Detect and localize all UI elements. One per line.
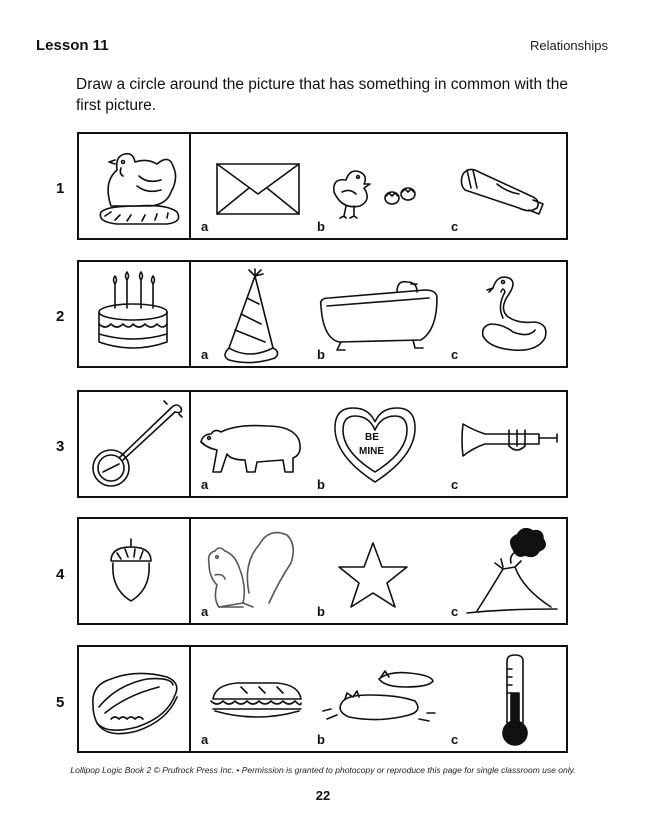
polar-bear-icon[interactable] bbox=[197, 418, 307, 478]
option-letter: b bbox=[317, 347, 325, 362]
option-letter: b bbox=[317, 732, 325, 747]
heart-text-line2: MINE bbox=[359, 446, 384, 457]
birthday-cake-icon[interactable] bbox=[91, 272, 181, 358]
bathtub-icon[interactable] bbox=[317, 276, 443, 356]
trumpet-icon[interactable] bbox=[459, 418, 569, 464]
option-letter: c bbox=[451, 219, 459, 234]
option-letter: a bbox=[201, 477, 209, 492]
star-icon[interactable] bbox=[335, 539, 411, 613]
question-row-1 bbox=[77, 132, 568, 240]
hen-on-nest-icon[interactable] bbox=[87, 142, 183, 232]
option-letter: a bbox=[201, 219, 209, 234]
row-number-4: 4 bbox=[56, 566, 65, 583]
option-letter: b bbox=[317, 219, 325, 234]
row-number-1: 1 bbox=[56, 180, 65, 197]
lesson-topic: Relationships bbox=[529, 38, 608, 53]
row-number-3: 3 bbox=[56, 438, 65, 455]
question-row-5 bbox=[77, 645, 568, 753]
option-letter: b bbox=[317, 477, 325, 492]
lesson-title: Lesson 11 bbox=[36, 37, 109, 54]
option-letter: c bbox=[451, 732, 459, 747]
option-letter: a bbox=[201, 732, 209, 747]
acorn-icon[interactable] bbox=[105, 535, 165, 609]
row-divider bbox=[189, 134, 191, 238]
row-number-2: 2 bbox=[56, 308, 65, 325]
hot-dog-icon[interactable] bbox=[87, 665, 183, 745]
option-letter: a bbox=[201, 604, 209, 619]
option-letter: c bbox=[451, 477, 459, 492]
copyright-footer: Lollipop Logic Book 2 © Prufrock Press Inc. • Permission is granted to photocopy or reproduce this page for single classroom use only. bbox=[70, 765, 576, 775]
heart-text-line1: BE bbox=[365, 432, 379, 443]
row-divider bbox=[189, 519, 191, 623]
banjo-icon[interactable] bbox=[89, 398, 185, 494]
party-hat-icon[interactable] bbox=[219, 268, 283, 362]
row-divider bbox=[189, 647, 191, 751]
squirrel-icon[interactable] bbox=[199, 523, 299, 621]
instructions: Draw a circle around the picture that has something in common with the first picture. bbox=[76, 76, 568, 114]
snake-icon[interactable] bbox=[473, 272, 557, 362]
chick-and-eggs-icon[interactable] bbox=[324, 160, 424, 220]
row-divider bbox=[189, 392, 191, 496]
row-divider bbox=[189, 262, 191, 366]
sandwich-icon[interactable] bbox=[207, 677, 307, 733]
row-number-5: 5 bbox=[56, 694, 65, 711]
option-letter: a bbox=[201, 347, 209, 362]
volcano-icon[interactable] bbox=[463, 527, 559, 619]
option-letter: c bbox=[451, 347, 459, 362]
question-row-4 bbox=[77, 517, 568, 625]
page-number: 22 bbox=[315, 788, 331, 803]
valentine-heart-icon[interactable] bbox=[331, 402, 421, 484]
thermometer-icon[interactable] bbox=[495, 653, 535, 749]
melting-ice-puddle-icon[interactable] bbox=[319, 667, 443, 731]
option-letter: b bbox=[317, 604, 325, 619]
question-row-2 bbox=[77, 260, 568, 368]
envelope-icon[interactable] bbox=[215, 160, 305, 220]
option-letter: c bbox=[451, 604, 459, 619]
question-row-3 bbox=[77, 390, 568, 498]
toothpaste-tube-icon[interactable] bbox=[457, 164, 553, 218]
